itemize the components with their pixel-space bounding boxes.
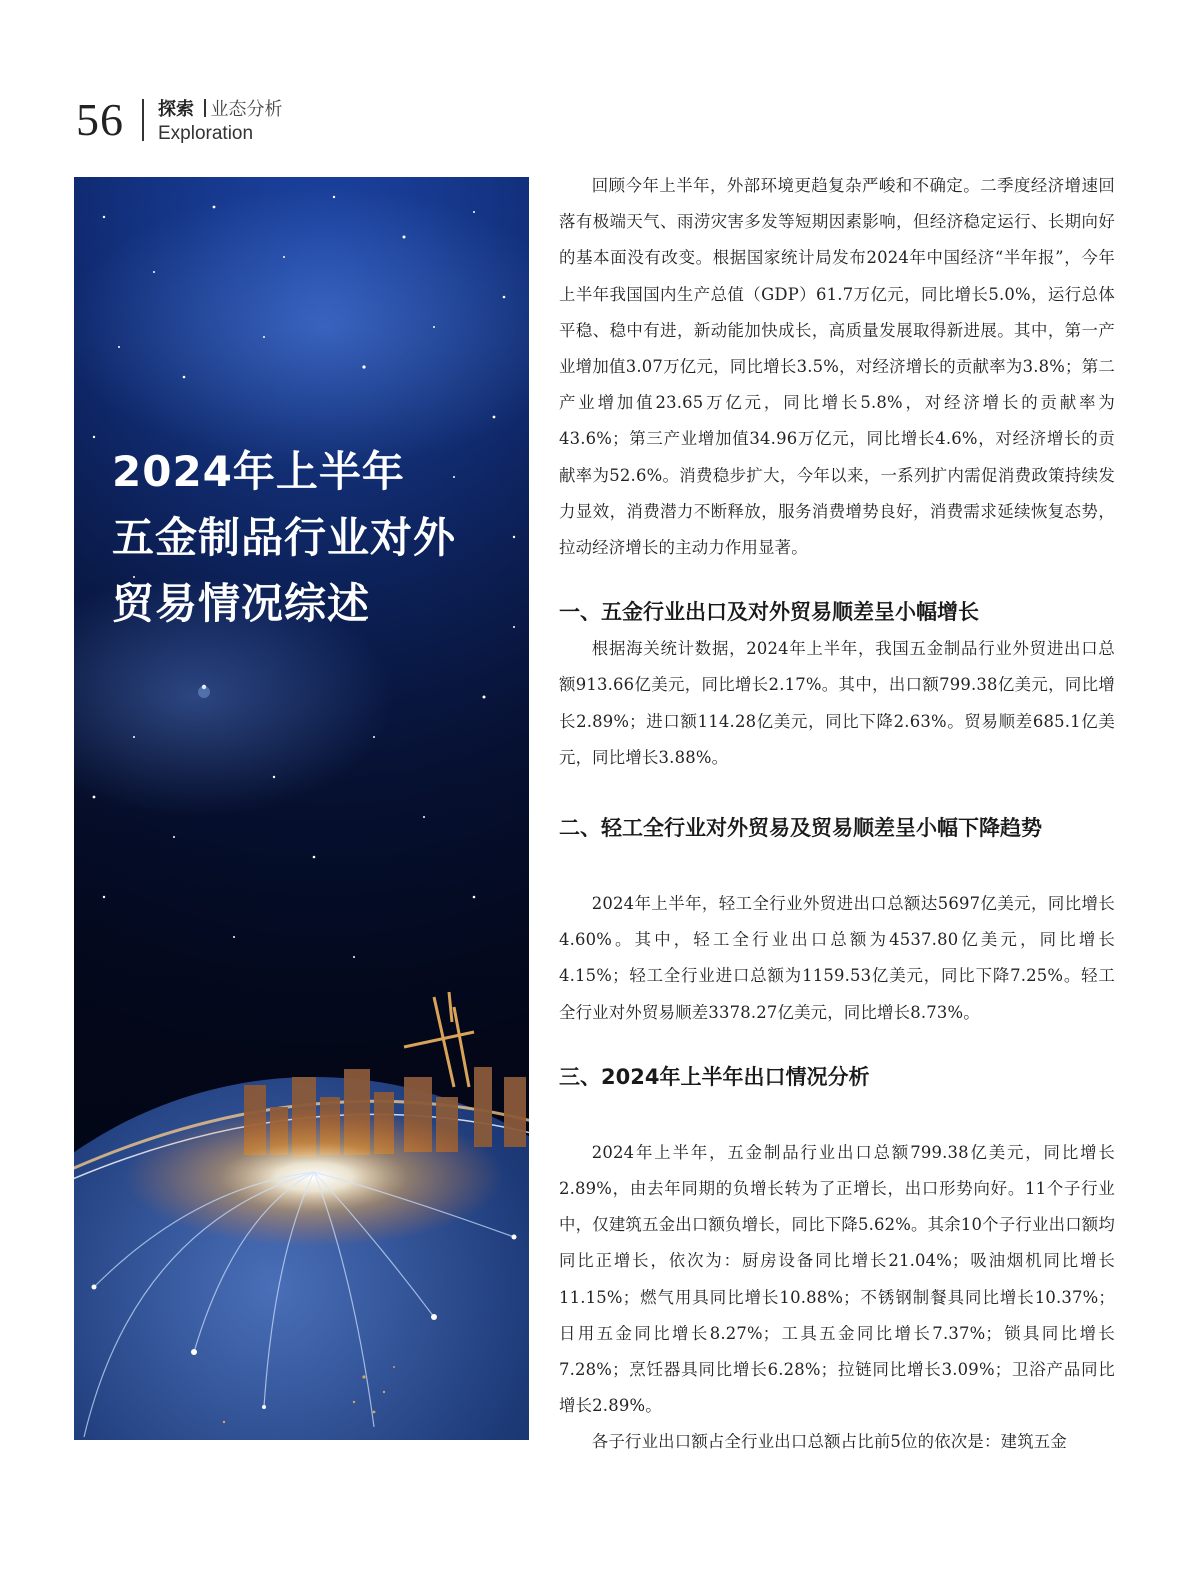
section-paragraph: 根据海关统计数据，2024年上半年，我国五金制品行业外贸进出口总额913.66亿美元，同比增长2.17%。其中，出口额799.38亿美元，同比增长2.89%；进口额114.28亿美元，同比下降2.63%。贸易顺差685.1亿美元，同比增长3.88%。 — [559, 639, 1115, 767]
section-paragraph: 2024年上半年，轻工全行业外贸进出口总额达5697亿美元，同比增长4.60%。其中，轻工全行业出口总额为4537.80亿美元，同比增长4.15%；轻工全行业进口总额为1159.53亿美元，同比下降7.25%。轻工全行业对外贸易顺差3378.27亿美元，同比增长8.73%。 — [559, 894, 1115, 1022]
section-heading: 三、2024年上半年出口情况分析 — [559, 1064, 870, 1089]
hero-title — [112, 439, 522, 637]
section-paragraph: 各子行业出口额占全行业出口总额占比前5位的依次是：建筑五金 — [591, 1432, 1067, 1452]
header-divider — [142, 99, 144, 141]
page-header — [76, 92, 283, 148]
hero-title-line: 2024年上半年 — [112, 447, 405, 496]
hero-illustration — [74, 177, 529, 1440]
section-separator — [204, 99, 206, 117]
article-body — [559, 168, 1115, 1461]
subsection-label: 业态分析 — [210, 99, 283, 120]
header-section-line — [158, 95, 283, 121]
section-label: 探索 — [158, 99, 194, 120]
header-labels — [158, 95, 283, 145]
hero-image — [74, 177, 529, 1440]
section-heading: 二、轻工全行业对外贸易及贸易顺差呈小幅下降趋势 — [559, 816, 1042, 841]
page-number: 56 — [76, 94, 124, 145]
section-paragraph: 2024年上半年，五金制品行业出口总额799.38亿美元，同比增长2.89%，由去年同期的负增长转为了正增长，出口形势向好。11个子行业中，仅建筑五金出口额负增长，同比下降5.62%。其余10个子行业出口额均同比正增长，依次为：厨房设备同比增长21.04%；吸油烟机同比增长11.15%；燃气用具同比增长10.88%；不锈钢制餐具同比增长10.37%；日用五金同比增长8.27%；工具五金同比增长7.37%；锁具同比增长7.28%；烹饪器具同比增长6.28%；拉链同比增长3.09%；卫浴产品同比增长2.89%。 — [559, 1142, 1115, 1416]
hero-title-line: 贸易情况综述 — [112, 579, 371, 628]
intro-paragraph: 回顾今年上半年，外部环境更趋复杂严峻和不确定。二季度经济增速回落有极端天气、雨涝灾害多发等短期因素影响，但经济稳定运行、长期向好的基本面没有改变。根据国家统计局发布2024年中国经济“半年报”，今年上半年我国国内生产总值（GDP）61.7万亿元，同比增长5.0%，运行总体平稳、稳中有进，新动能加快成长，高质量发展取得新进展。其中，第一产业增加值3.07万亿元，同比增长3.5%，对经济增长的贡献率为3.8%；第二产业增加值23.65万亿元，同比增长5.8%，对经济增长的贡献率为43.6%；第三产业增加值34.96万亿元，同比增长4.6%，对经济增长的贡献率为52.6%。消费稳步扩大，今年以来，一系列扩内需促消费政策持续发力显效，消费潜力不断释放，服务消费增势良好，消费需求延续恢复态势，拉动经济增长的主动力作用显著。 — [559, 176, 1115, 558]
hero-title-line: 五金制品行业对外 — [112, 513, 457, 562]
section-english-label: Exploration — [158, 123, 254, 144]
section-heading: 一、五金行业出口及对外贸易顺差呈小幅增长 — [559, 600, 979, 625]
